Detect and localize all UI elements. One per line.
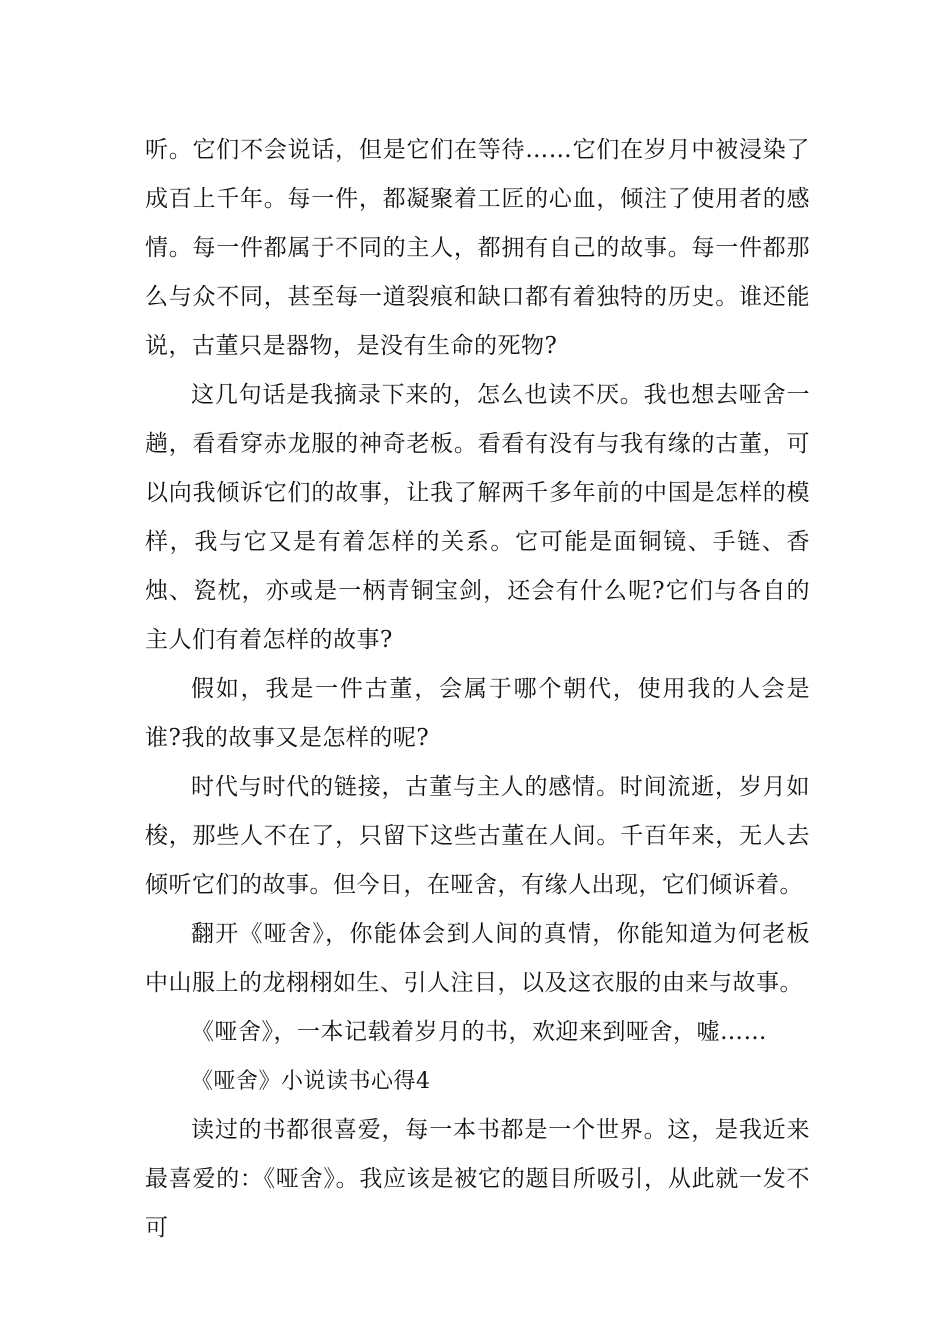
paragraph-excerpt-reflection: 这几句话是我摘录下来的，怎么也读不厌。我也想去哑舍一趟，看看穿赤龙服的神奇老板。看看有没有与我有缘的古董，可以向我倾诉它们的故事，让我了解两千多年前的中国是怎样的模样，我与它又是有着怎样的关系。它可能是面铜镜、手链、香烛、瓷枕，亦或是一柄青铜宝剑，还会有什么呢?它们与各自的主人们有着怎样的故事?: [145, 382, 810, 653]
paragraph-era-link: 时代与时代的链接，古董与主人的感情。时间流逝，岁月如梭，那些人不在了，只留下这些古董在人间。千百年来，无人去倾听它们的故事。但今日，在哑舍，有缘人出现，它们倾诉着。: [145, 774, 810, 898]
document-body: [145, 126, 810, 1253]
paragraph-open-book: 翻开《哑舍》，你能体会到人间的真情，你能知道为何老板中山服上的龙栩栩如生、引人注目，以及这衣服的由来与故事。: [145, 921, 810, 996]
paragraph-imagine-antique: 假如，我是一件古董，会属于哪个朝代，使用我的人会是谁?我的故事又是怎样的呢?: [145, 676, 810, 751]
paragraph-welcome: 《哑舍》，一本记载着岁月的书，欢迎来到哑舍，嘘……: [191, 1019, 767, 1045]
paragraph-new-essay: 读过的书都很喜爱，每一本书都是一个世界。这，是我近来最喜爱的：《哑舍》。我应该是被它的题目所吸引，从此就一发不可: [145, 1117, 810, 1241]
section-heading: 《哑舍》小说读书心得4: [191, 1069, 431, 1094]
paragraph-continuation: 听。它们不会说话，但是它们在等待……它们在岁月中被浸染了成百上千年。每一件，都凝聚着工匠的心血，倾注了使用者的感情。每一件都属于不同的主人，都拥有自己的故事。每一件都那么与众不同，甚至每一道裂痕和缺口都有着独特的历史。谁还能说，古董只是器物，是没有生命的死物?: [145, 137, 810, 359]
